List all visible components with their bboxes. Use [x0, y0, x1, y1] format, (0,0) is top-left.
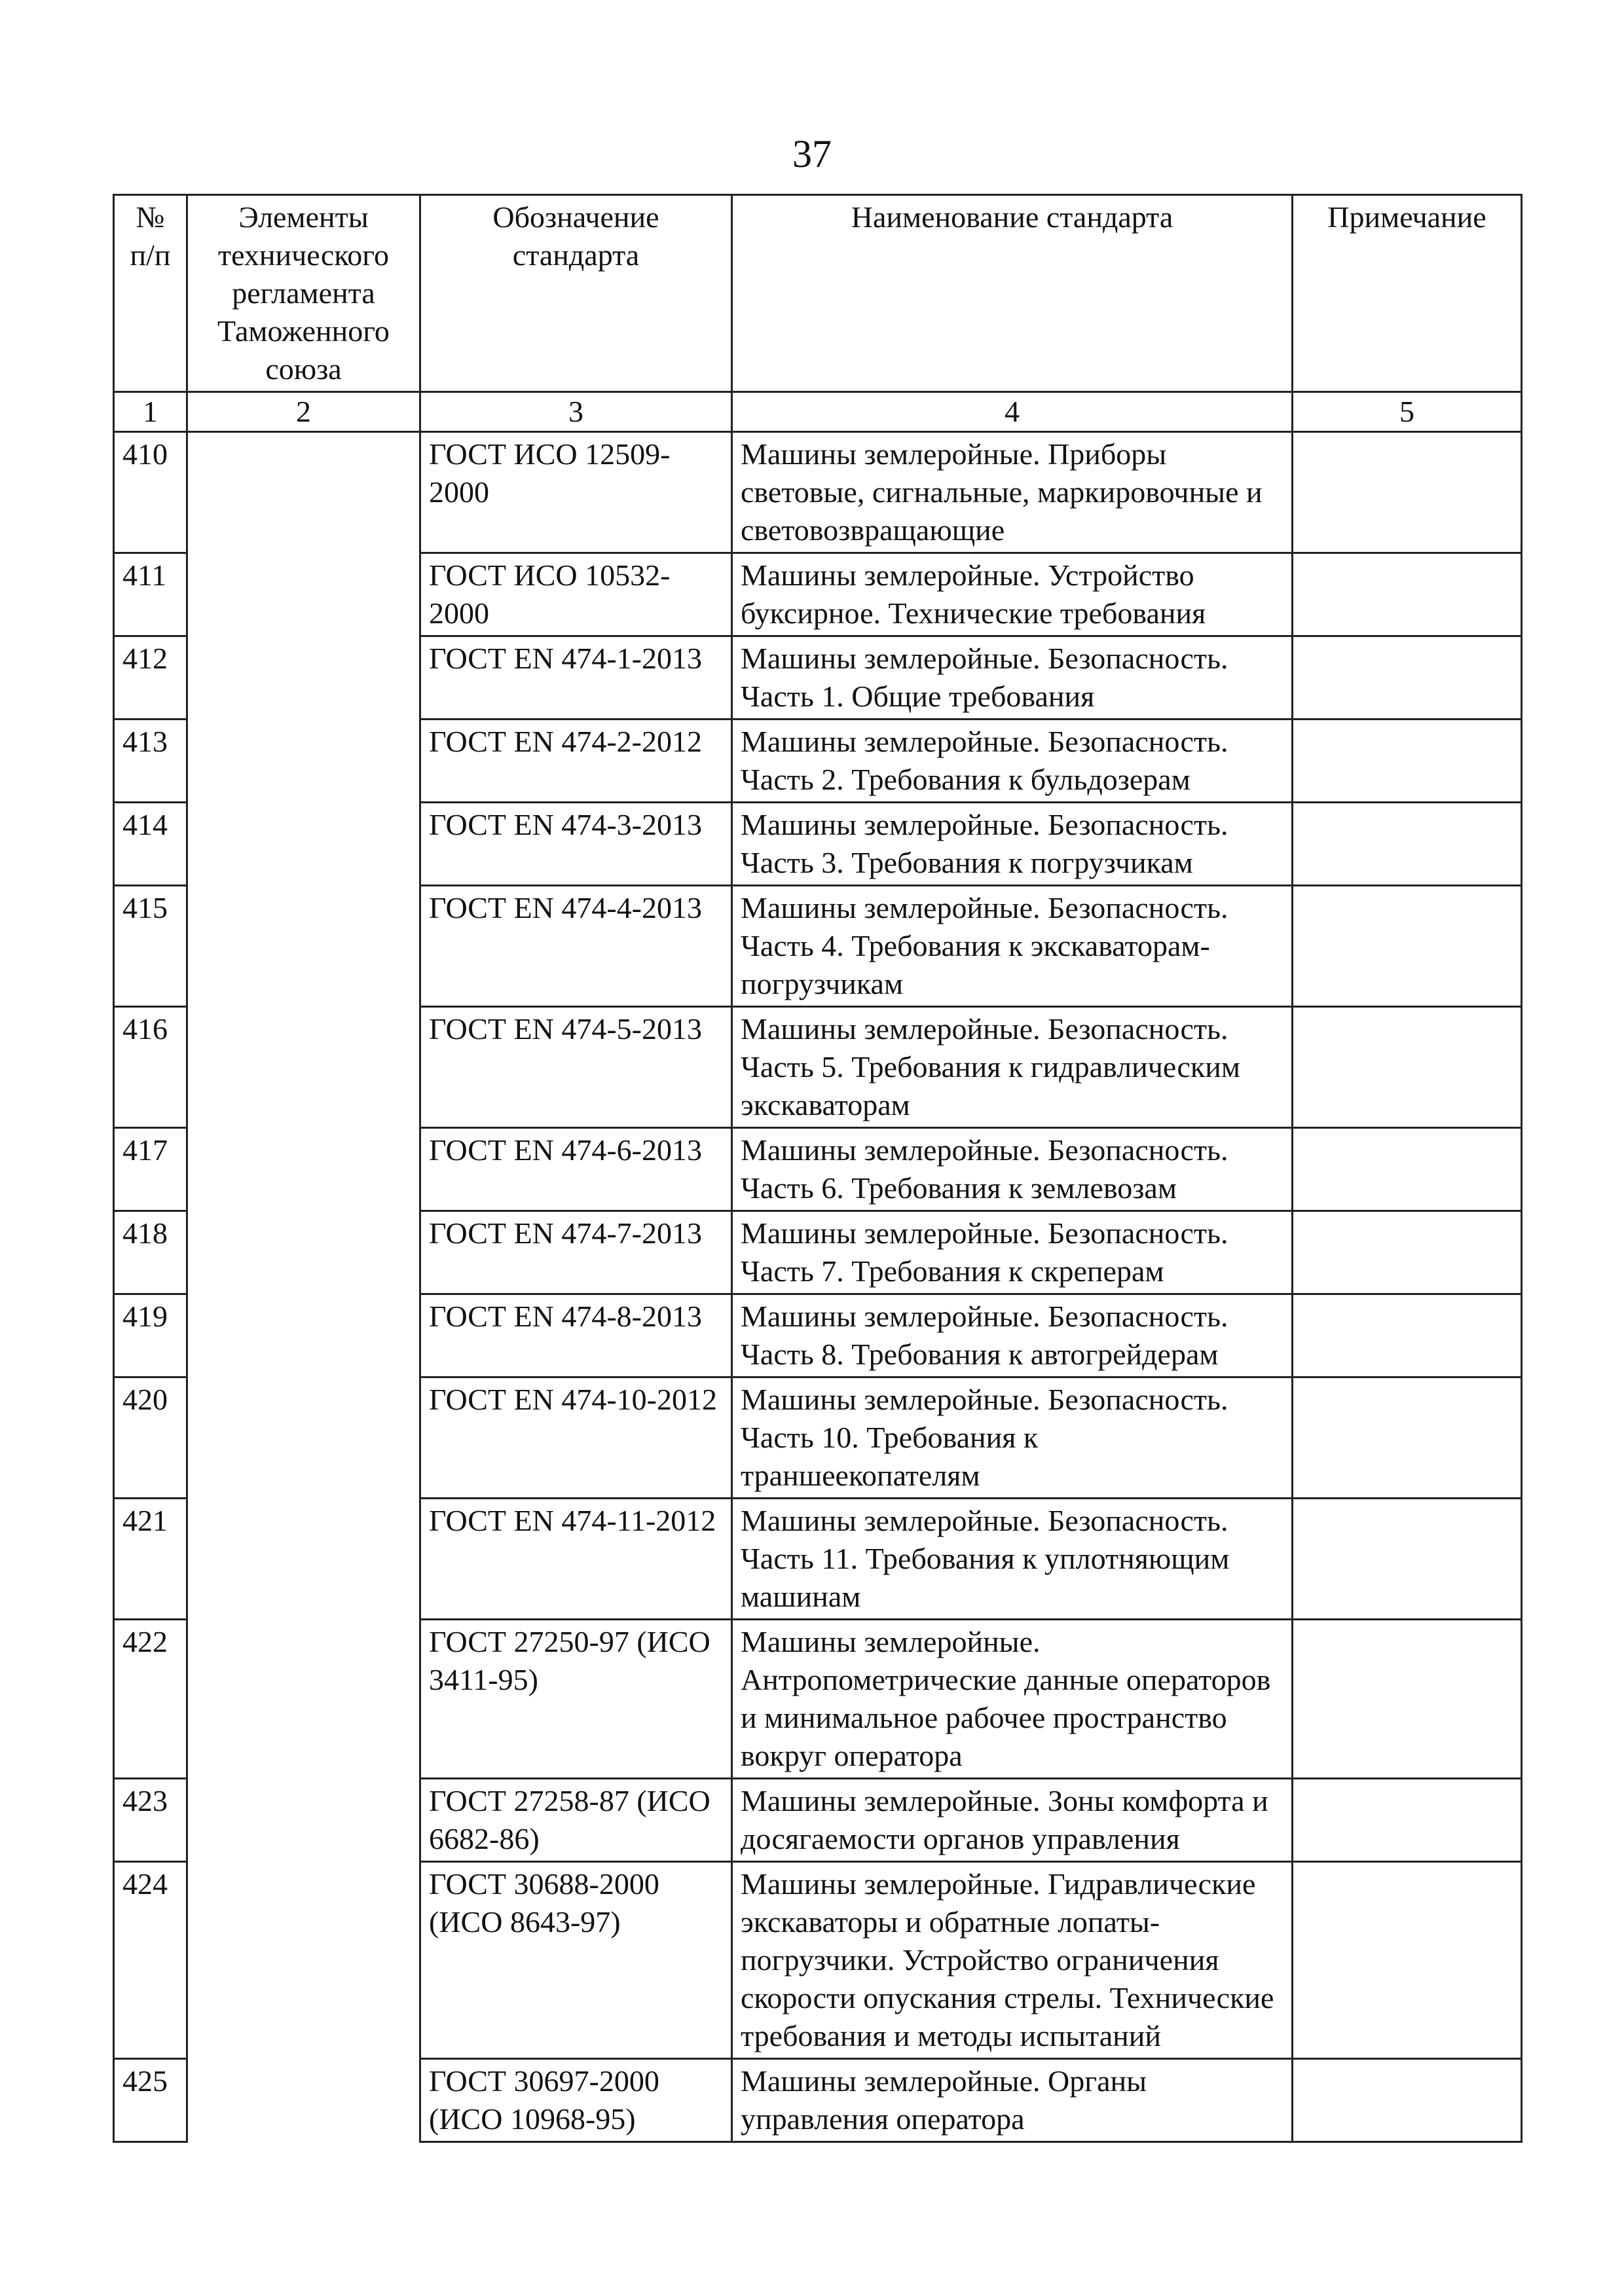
- row-num: 410: [114, 432, 187, 553]
- table-row: [114, 1007, 1522, 1128]
- row-designation: ГОСТ EN 474-6-2013: [420, 1128, 732, 1211]
- row-name: Машины землеройные. Приборы световые, сигнальные, маркировочные и световозвращающие: [732, 432, 1293, 553]
- row-designation: ГОСТ EN 474-10-2012: [420, 1377, 732, 1499]
- column-number: 2: [187, 392, 420, 432]
- row-designation: ГОСТ ИСО 10532-2000: [420, 553, 732, 636]
- row-name: Машины землеройные. Устройство буксирное. Технические требования: [732, 553, 1293, 636]
- row-note: [1293, 1499, 1522, 1620]
- row-note: [1293, 1862, 1522, 2059]
- row-note: [1293, 1779, 1522, 1862]
- row-element: [187, 2059, 420, 2142]
- column-number: 5: [1293, 392, 1522, 432]
- row-designation: ГОСТ EN 474-11-2012: [420, 1499, 732, 1620]
- row-num: 423: [114, 1779, 187, 1862]
- row-note: [1293, 1007, 1522, 1128]
- row-designation: ГОСТ EN 474-3-2013: [420, 803, 732, 886]
- table-row: [114, 1499, 1522, 1620]
- row-name: Машины землеройные. Безопасность. Часть 5. Требования к гидравлическим экскаваторам: [732, 1007, 1293, 1128]
- row-num: 425: [114, 2059, 187, 2142]
- row-designation: ГОСТ EN 474-4-2013: [420, 886, 732, 1007]
- row-name: Машины землеройные. Безопасность. Часть 2. Требования к бульдозерам: [732, 720, 1293, 803]
- row-element: [187, 720, 420, 803]
- row-num: 412: [114, 636, 187, 720]
- row-element: [187, 886, 420, 1007]
- row-designation: ГОСТ EN 474-5-2013: [420, 1007, 732, 1128]
- row-note: [1293, 886, 1522, 1007]
- row-note: [1293, 2059, 1522, 2142]
- row-designation: ГОСТ EN 474-8-2013: [420, 1294, 732, 1377]
- row-num: 418: [114, 1211, 187, 1294]
- header-element: Элементы технического регламента Таможенного союза: [187, 195, 420, 392]
- row-designation: ГОСТ EN 474-1-2013: [420, 636, 732, 720]
- row-element: [187, 1862, 420, 2059]
- table-row: [114, 1294, 1522, 1377]
- column-number: 1: [114, 392, 187, 432]
- column-number: 4: [732, 392, 1293, 432]
- row-designation: ГОСТ 30688-2000 (ИСО 8643-97): [420, 1862, 732, 2059]
- row-note: [1293, 1211, 1522, 1294]
- table-row: [114, 553, 1522, 636]
- row-element: [187, 803, 420, 886]
- header-row: [114, 195, 1522, 392]
- row-name: Машины землеройные. Гидравлические экскаваторы и обратные лопаты-погрузчики. Устройство ограничения скорости опускания стрелы. Технические требования и методы испытаний: [732, 1862, 1293, 2059]
- header-designation: Обозначение стандарта: [420, 195, 732, 392]
- table-row: [114, 1620, 1522, 1779]
- row-note: [1293, 1620, 1522, 1779]
- row-name: Машины землеройные. Безопасность. Часть 1. Общие требования: [732, 636, 1293, 720]
- row-name: Машины землеройные. Зоны комфорта и досягаемости органов управления: [732, 1779, 1293, 1862]
- table-row: [114, 2059, 1522, 2142]
- row-name: Машины землеройные. Безопасность. Часть 6. Требования к землевозам: [732, 1128, 1293, 1211]
- row-note: [1293, 720, 1522, 803]
- row-num: 414: [114, 803, 187, 886]
- row-num: 424: [114, 1862, 187, 2059]
- table-row: [114, 720, 1522, 803]
- row-name: Машины землеройные. Безопасность. Часть 10. Требования к траншеекопателям: [732, 1377, 1293, 1499]
- row-note: [1293, 1377, 1522, 1499]
- row-num: 415: [114, 886, 187, 1007]
- row-element: [187, 1128, 420, 1211]
- row-name: Машины землеройные. Безопасность. Часть 3. Требования к погрузчикам: [732, 803, 1293, 886]
- table-row: [114, 886, 1522, 1007]
- table-row: [114, 803, 1522, 886]
- row-note: [1293, 636, 1522, 720]
- column-number: 3: [420, 392, 732, 432]
- standards-table: [113, 194, 1522, 2143]
- row-num: 422: [114, 1620, 187, 1779]
- row-designation: ГОСТ 27250-97 (ИСО 3411-95): [420, 1620, 732, 1779]
- row-designation: ГОСТ EN 474-7-2013: [420, 1211, 732, 1294]
- table-row: [114, 1377, 1522, 1499]
- row-name: Машины землеройные. Безопасность. Часть 7. Требования к скреперам: [732, 1211, 1293, 1294]
- page-number: 37: [792, 132, 832, 175]
- row-num: 421: [114, 1499, 187, 1620]
- table-row: [114, 1862, 1522, 2059]
- row-name: Машины землеройные. Органы управления оператора: [732, 2059, 1293, 2142]
- row-note: [1293, 803, 1522, 886]
- row-note: [1293, 553, 1522, 636]
- row-element: [187, 1620, 420, 1779]
- row-name: Машины землеройные. Безопасность. Часть 11. Требования к уплотняющим машинам: [732, 1499, 1293, 1620]
- header-note: Примечание: [1293, 195, 1522, 392]
- row-num: 417: [114, 1128, 187, 1211]
- table-header: [114, 195, 1522, 432]
- row-designation: ГОСТ ИСО 12509-2000: [420, 432, 732, 553]
- row-name: Машины землеройные. Безопасность. Часть 4. Требования к экскаваторам-погрузчикам: [732, 886, 1293, 1007]
- table-body: [114, 432, 1522, 2142]
- row-note: [1293, 432, 1522, 553]
- row-element: [187, 1779, 420, 1862]
- row-element: [187, 1499, 420, 1620]
- row-element: [187, 636, 420, 720]
- column-number-row: [114, 392, 1522, 432]
- row-element: [187, 432, 420, 553]
- row-element: [187, 1377, 420, 1499]
- row-num: 419: [114, 1294, 187, 1377]
- row-note: [1293, 1294, 1522, 1377]
- row-designation: ГОСТ EN 474-2-2012: [420, 720, 732, 803]
- table-row: [114, 432, 1522, 553]
- table-row: [114, 636, 1522, 720]
- row-num: 420: [114, 1377, 187, 1499]
- row-designation: ГОСТ 27258-87 (ИСО 6682-86): [420, 1779, 732, 1862]
- row-num: 411: [114, 553, 187, 636]
- row-designation: ГОСТ 30697-2000 (ИСО 10968-95): [420, 2059, 732, 2142]
- row-element: [187, 1211, 420, 1294]
- header-num: № п/п: [114, 195, 187, 392]
- row-name: Машины землеройные. Антропометрические данные операторов и минимальное рабочее пространство вокруг оператора: [732, 1620, 1293, 1779]
- table-row: [114, 1211, 1522, 1294]
- table-row: [114, 1128, 1522, 1211]
- row-num: 416: [114, 1007, 187, 1128]
- table-row: [114, 1779, 1522, 1862]
- row-note: [1293, 1128, 1522, 1211]
- row-element: [187, 553, 420, 636]
- header-name: Наименование стандарта: [732, 195, 1293, 392]
- row-element: [187, 1294, 420, 1377]
- row-num: 413: [114, 720, 187, 803]
- row-name: Машины землеройные. Безопасность. Часть 8. Требования к автогрейдерам: [732, 1294, 1293, 1377]
- row-element: [187, 1007, 420, 1128]
